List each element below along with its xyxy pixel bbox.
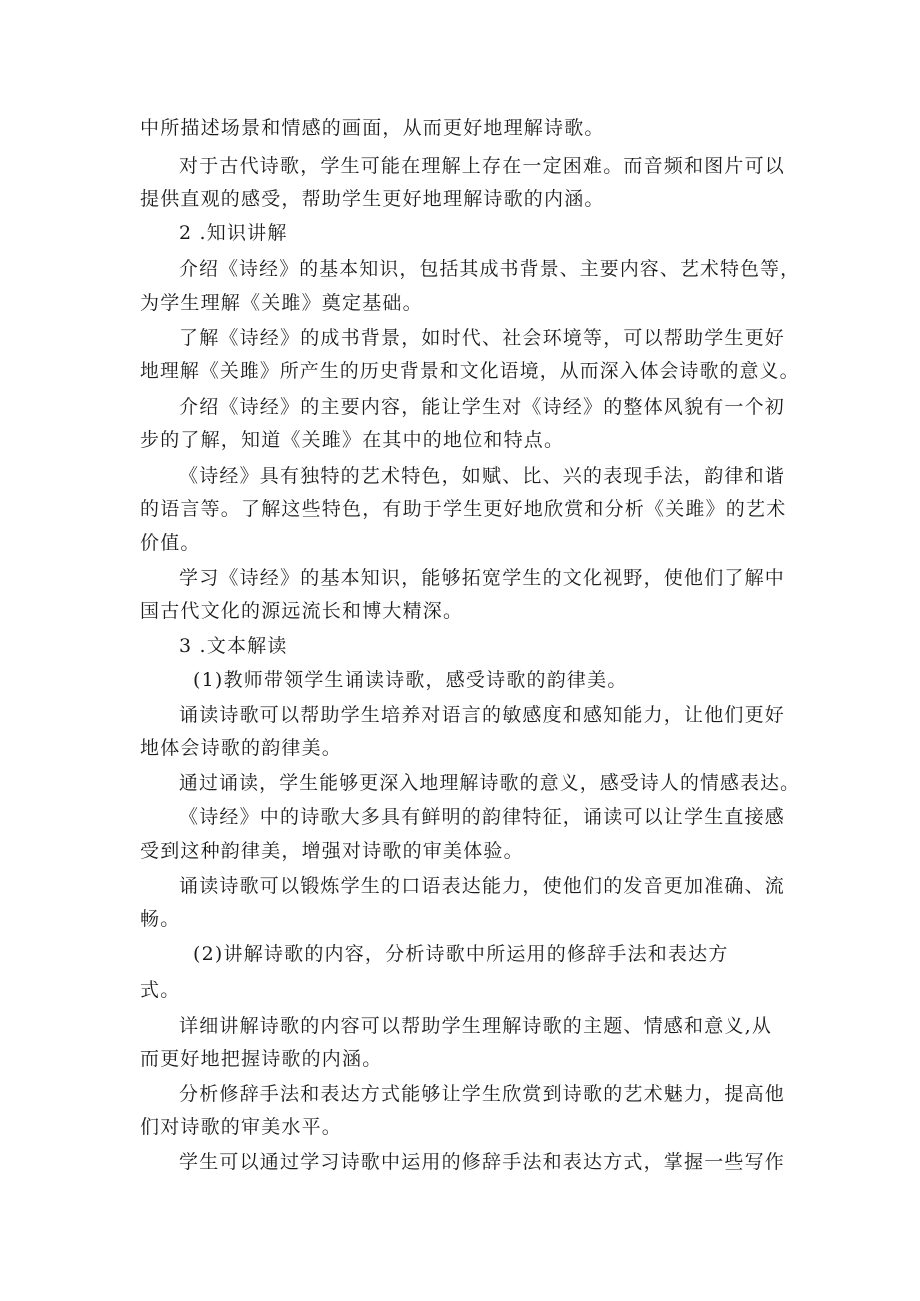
text-line: 国古代文化的源远流长和博大精深。: [140, 600, 464, 622]
section-heading: 2 .知识讲解: [179, 222, 288, 244]
text-line: 通过诵读，学生能够更深入地理解诗歌的意义，感受诗人的情感表达。: [179, 772, 801, 794]
text-line: 了解《诗经》的成书背景，如时代、社会环境等，可以帮助学生更好: [179, 327, 786, 349]
subsection-heading: (2)讲解诗歌的内容，分析诗歌中所运用的修辞手法和表达方: [193, 943, 729, 965]
text-line: 们对诗歌的审美水平。: [140, 1116, 343, 1138]
text-line: 详细讲解诗歌的内容可以帮助学生理解诗歌的主题、情感和意义,从: [179, 1015, 773, 1037]
text-line: 的语言等。了解这些特色，有助于学生更好地欣赏和分析《关雎》的艺术: [140, 498, 787, 520]
text-line: 畅。: [140, 908, 181, 930]
text-line: 中所描述场景和情感的画面，从而更好地理解诗歌。: [140, 117, 605, 139]
text-line: 地理解《关雎》所产生的历史背景和文化语境，从而深入体会诗歌的意义。: [140, 360, 800, 382]
text-line: 诵读诗歌可以锻炼学生的口语表达能力，使他们的发音更加准确、流: [179, 875, 786, 897]
text-line: 对于古代诗歌，学生可能在理解上存在一定困难。而音频和图片可以: [179, 155, 786, 177]
text-line: 为学生理解《关雎》奠定基础。: [140, 292, 423, 314]
subsection-heading: (1)教师带领学生诵读诗歌，感受诗歌的韵律美。: [193, 669, 628, 691]
text-line: 《诗经》中的诗歌大多具有鲜明的韵律特征，诵读可以让学生直接感: [179, 806, 786, 828]
text-line: 《诗经》具有独特的艺术特色，如赋、比、兴的表现手法，韵律和谐: [179, 465, 786, 487]
text-line: 学生可以通过学习诗歌中运用的修辞手法和表达方式，掌握一些写作: [179, 1151, 786, 1173]
text-line: 步的了解，知道《关雎》在其中的地位和特点。: [140, 429, 565, 451]
text-line: 分析修辞手法和表达方式能够让学生欣赏到诗歌的艺术魅力，提高他: [179, 1083, 786, 1105]
text-line: 介绍《诗经》的主要内容，能让学生对《诗经》的整体风貌有一个初: [179, 396, 786, 418]
text-line: 价值。: [140, 532, 201, 554]
text-line: 式。: [140, 979, 181, 1001]
text-line: 学习《诗经》的基本知识，能够拓宽学生的文化视野，使他们了解中: [179, 567, 786, 589]
text-line: 提供直观的感受，帮助学生更好地理解诗歌的内涵。: [140, 188, 605, 210]
text-line: 地体会诗歌的韵律美。: [140, 737, 343, 759]
section-heading: 3 .文本解读: [179, 635, 288, 657]
text-line: 诵读诗歌可以帮助学生培养对语言的敏感度和感知能力，让他们更好: [179, 704, 786, 726]
text-line: 而更好地把握诗歌的内涵。: [140, 1048, 383, 1070]
text-line: 受到这种韵律美，增强对诗歌的审美体验。: [140, 840, 524, 862]
text-line: 介绍《诗经》的基本知识，包括其成书背景、主要内容、艺术特色等，: [179, 258, 801, 280]
